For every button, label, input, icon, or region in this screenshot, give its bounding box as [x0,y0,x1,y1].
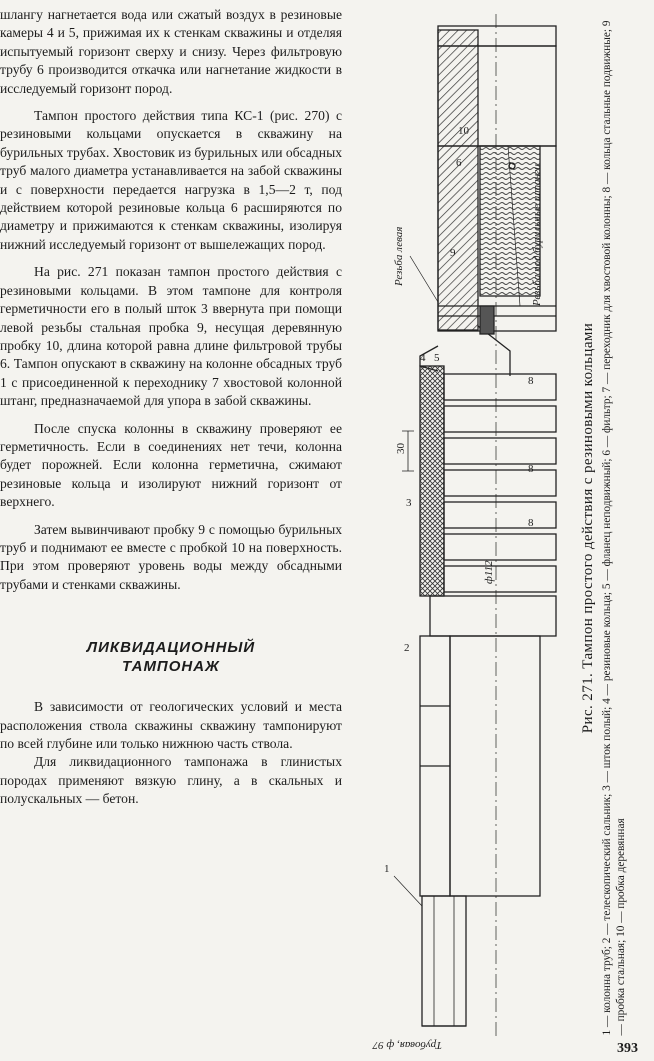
paragraph-1: шлангу нагнетается вода или сжатый воздух в резиновые камеры 4 и 5, прижимая их к стенкам скважины и отделяя испытуемый горизонт сверху и снизу. Через фильтровую трубу 6 производится откачка или нагнетание жидкости в исследуемый горизонт пород. [0,7,342,96]
section-heading-line-1: ЛИКВИДАЦИОННЫЙ [86,639,256,657]
steel-ring-3 [444,438,556,464]
steel-ring-6 [444,534,556,560]
label-dim-30: 30 [395,443,407,454]
label-1: 1 [384,863,390,875]
paragraph-3: На рис. 271 показан тампон простого действия с резиновыми кольцами. В этом тампоне для контроля герметичности его в полый шток 3 ввернута при помощи левой резьбы стальная пробка 9, несущая деревянную пробку 10, длина которой равна длине фильтровой трубы 6. Тампон опускают в скважину на колонне обсадных труб 1 с присоединенной к переходнику 7 хвостовой колонной штанг, предназначаемой для упора в забой скважины. [0,264,342,409]
figure-caption [580,20,628,1035]
label-4: 4 [420,352,426,364]
page-number: 393 [617,1041,638,1056]
figure-caption-area [554,10,654,1045]
label-5: 5 [434,352,440,364]
stem-collar [430,596,556,636]
label-8a: 8 [528,375,534,387]
paragraph-6: В зависимости от геологических условий и места расположения ствола скважины скважину тампонируют по всей глубине или только нижнюю часть ствола. [0,699,342,751]
paragraph-2: Тампон простого действия типа КС-1 (рис. 270) с резиновыми кольцами опускается в скважину на бурильных трубах. Хвостовик из бурильных или обсадных труб малого диаметра устанавливается на забой скважины и с поверхности передается нагрузка в 1,5—2 т, под действием которой резиновые кольца 6 расширяются по диаметру и прижимаются к стенкам скважины, изолируя нижний исследуемый горизонт от вышележащих пород. [0,108,343,252]
label-10: 10 [458,125,469,137]
label-3: 3 [406,497,412,509]
paragraph-7: Для ликвидационного тампонажа в глинистых породах применяют вязкую глину, а в скальных и полускальных — бетон. [0,754,342,807]
steel-ring-5 [444,502,556,528]
label-thread-rods: Резьба под бурильные штанги [531,164,543,306]
steel-plug [480,306,494,334]
left-text-column [0,6,342,809]
label-8b: 8 [528,463,534,475]
steel-ring-4 [444,470,556,496]
paragraph-5: Затем вывинчивают пробку 9 с помощью бурильных труб и поднимают ее вместе с пробкой 10 на поверхность. При этом проверяют уровень воды между обсадными трубами и стенками скважины. [0,521,342,592]
label-2: 2 [404,642,410,654]
tampon-drawing-svg [372,6,560,1051]
tampon-drawing [372,6,560,1051]
section-heading-line-2: ТАМПОНАЖ [122,658,220,676]
casing-column [422,896,466,1026]
hollow-stem-lower [450,636,540,896]
steel-ring-7 [444,566,556,592]
label-6: 6 [456,157,462,169]
label-9: 9 [450,247,456,259]
caption-title: Рис. 271. Тампон простого действия с резиновыми кольцами [580,322,596,733]
steel-ring-1 [444,374,556,400]
leader-thread-left [410,256,438,302]
rubber-rings [420,366,444,596]
gland-joints [420,706,450,766]
label-8c: 8 [528,517,534,529]
adapter-wall-hatched [438,30,478,330]
caption-legend: 1 — колонна труб; 2 — телескопический сальник; 3 — шток полый; 4 — резиновые кольца; 5 — фланец неподвижный; 6 — фильтр; 7 — переходник для хвостовой колонны; 8 — кольца стальные подвижные; 9 — пробка стальная; 10 — пробка деревянная [601,20,627,1035]
label-dim-phi112: ф112 [483,560,495,584]
leader-1 [394,876,422,906]
label-pipe-bottom: Трубовая, ф 97 [372,1039,442,1051]
label-thread-left: Резьба левая [393,226,405,286]
casing-inner [434,896,454,1026]
paragraph-4: После спуска колонны в скважину проверяют ее герметичность. Если в соединениях нет течи, колонна будет порожней. Если колонна герметична, сжимают резиновые кольца и изолируют нижний горизонт от верхнего. [0,420,342,510]
section-heading [0,638,342,676]
steel-ring-2 [444,406,556,432]
